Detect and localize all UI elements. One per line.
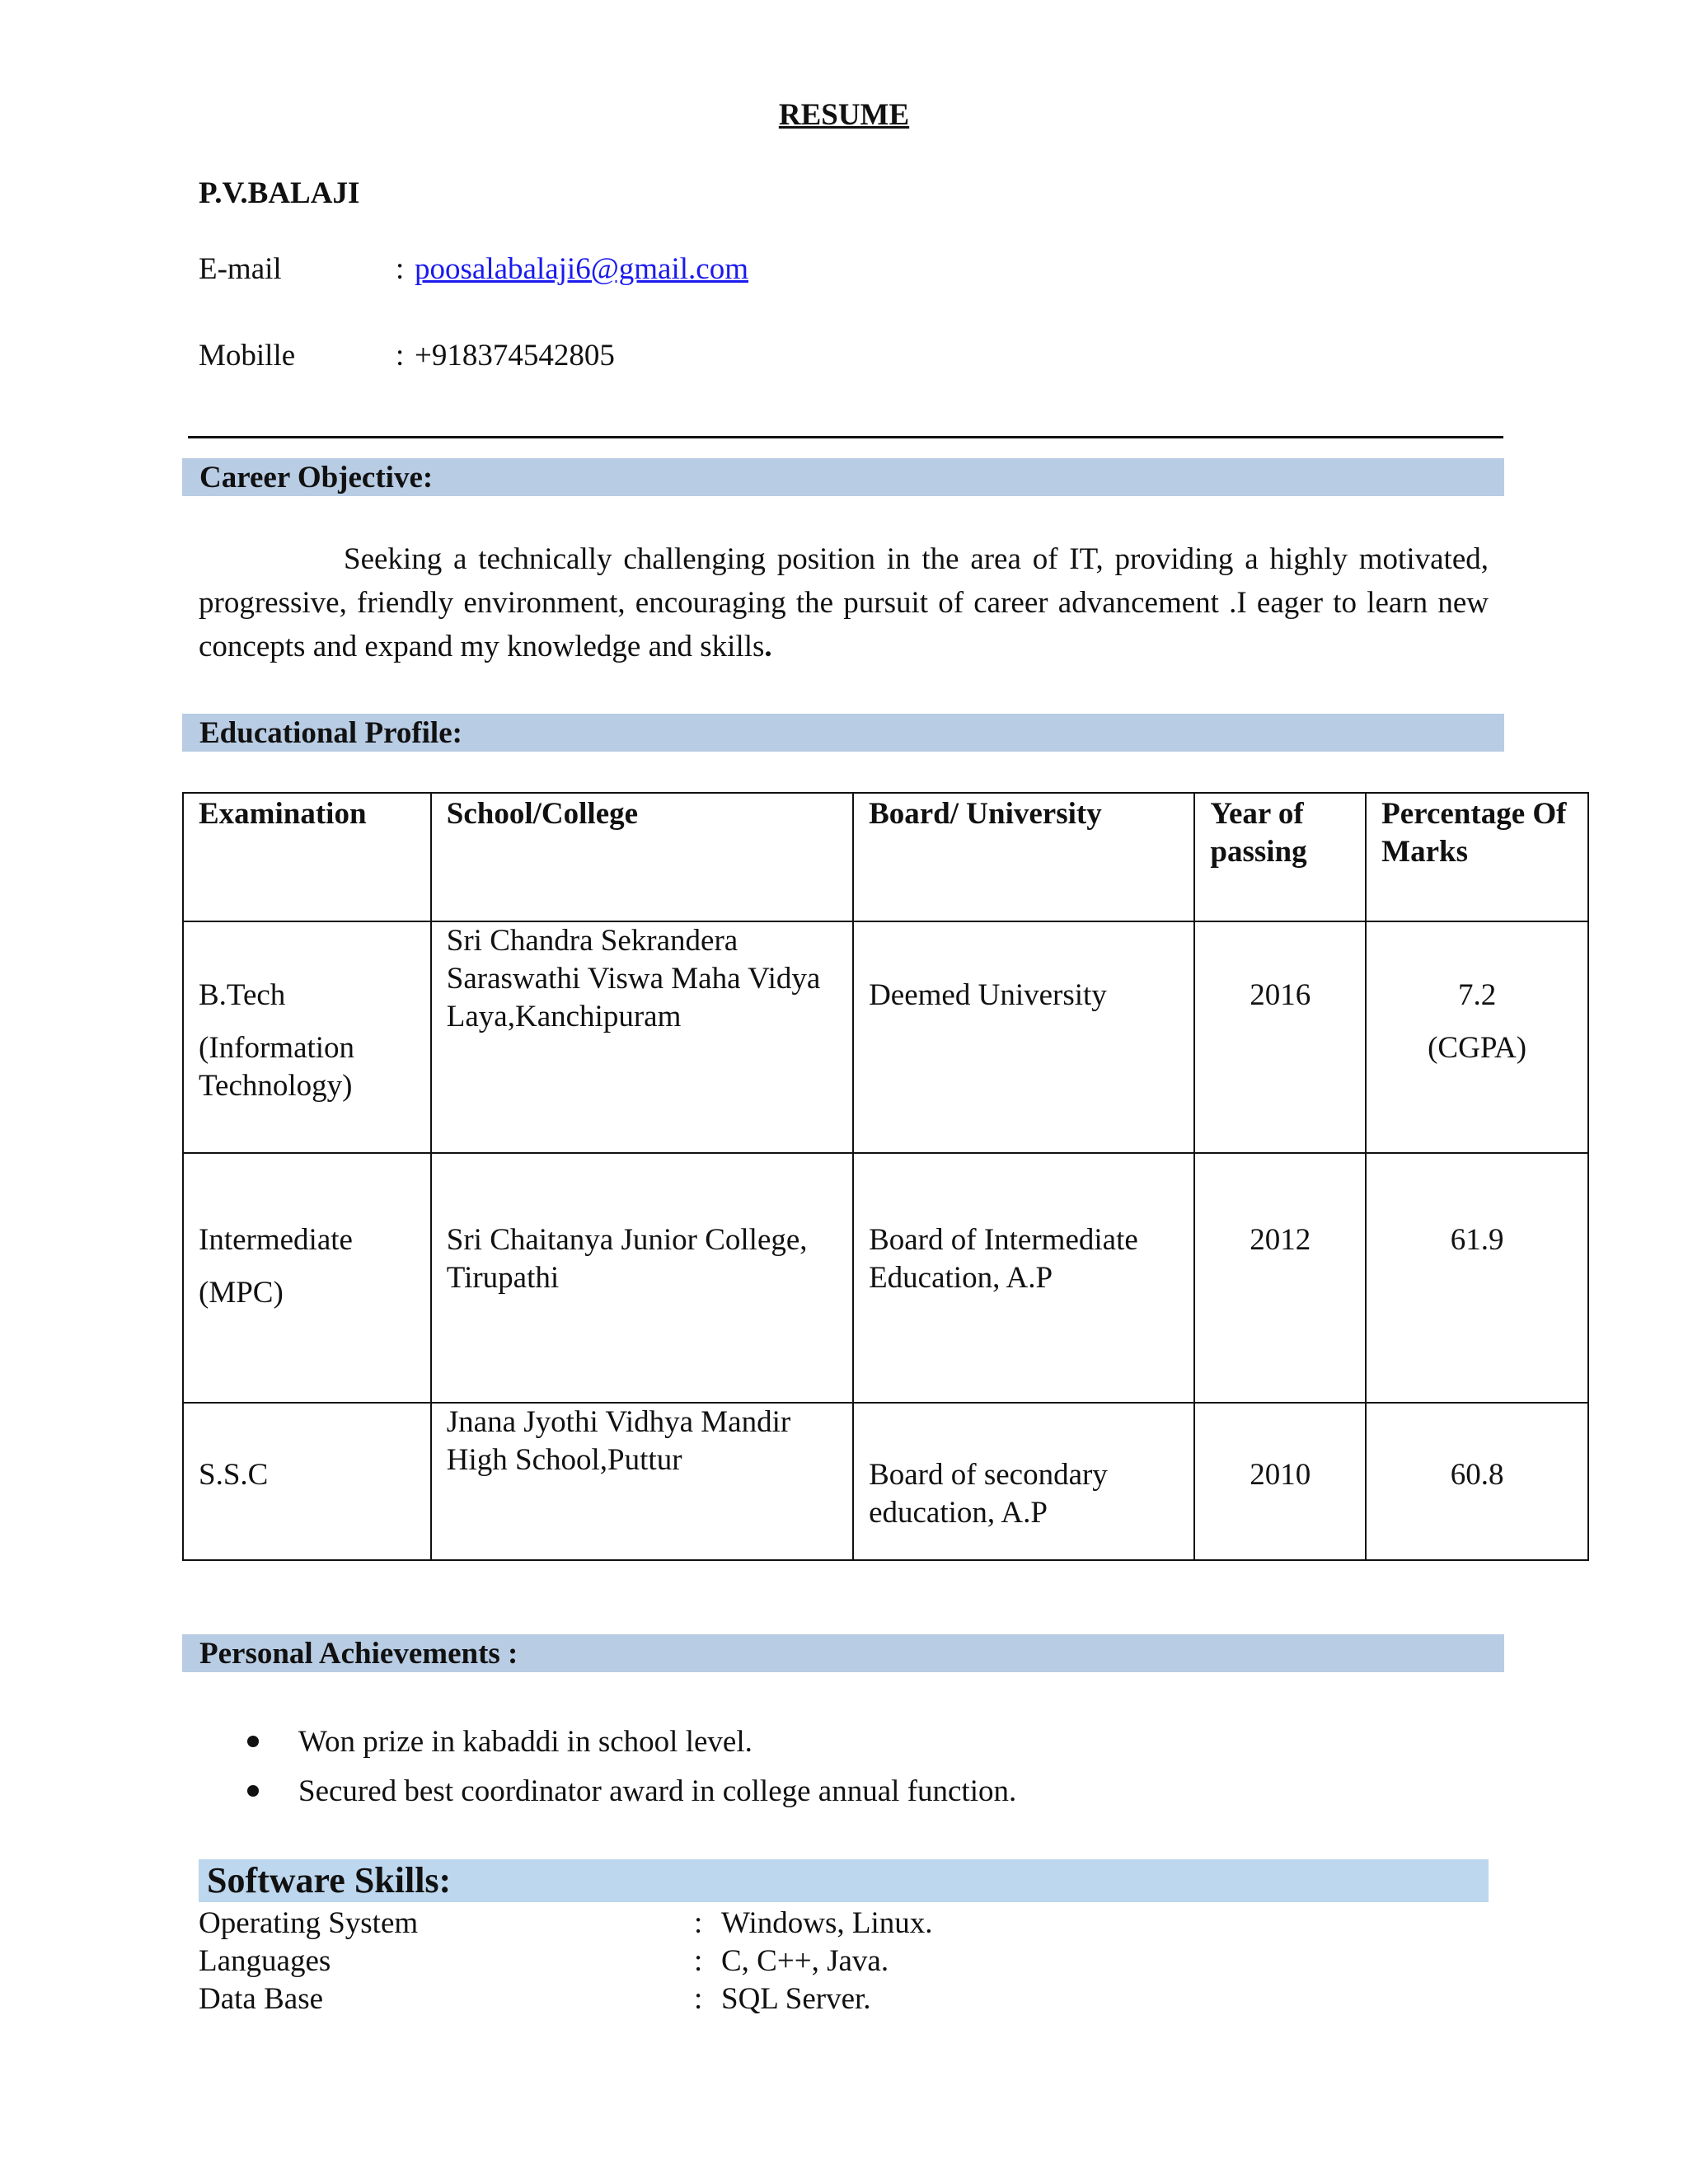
resume-title: RESUME (778, 98, 910, 132)
board-name: Deemed University (869, 978, 1107, 1012)
board-cell (853, 1153, 1194, 1403)
exam-detail: (Information Technology) (199, 1031, 355, 1103)
exam-name: B.Tech (199, 978, 286, 1012)
marks-value: 60.8 (1450, 1458, 1504, 1492)
school-name: Jnana Jyothi Vidhya Mandir High School,Puttur (446, 1405, 791, 1477)
candidate-name: P.V.BALAJI (199, 176, 360, 210)
table-row (183, 1153, 1588, 1403)
school-name: Sri Chaitanya Junior College, Tirupathi (446, 1223, 808, 1295)
list-item (247, 1774, 1016, 1823)
exam-cell (183, 921, 431, 1153)
school-cell (431, 921, 853, 1153)
software-skills-heading: Software Skills: (207, 1860, 452, 1900)
board-cell (853, 1403, 1194, 1560)
achievement-text: Secured best coordinator award in college annual function. (298, 1774, 1017, 1808)
software-skills-heading-bar (199, 1859, 1489, 1902)
board-name: Board of secondary education, A.P (869, 1458, 1108, 1530)
table-row (183, 921, 1588, 1153)
exam-cell (183, 1403, 431, 1560)
skill-label-database: Data Base (199, 1982, 324, 2016)
skill-value-os: Windows, Linux. (721, 1906, 933, 1940)
bullet-icon (247, 1785, 259, 1797)
list-item (247, 1724, 1016, 1774)
header-percentage: Percentage Of Marks (1366, 793, 1588, 921)
career-objective-text (199, 537, 1489, 668)
email-label: E-mail (199, 252, 282, 286)
year-value: 2012 (1250, 1223, 1311, 1257)
header-divider (188, 436, 1503, 438)
marks-value: 7.2 (1457, 978, 1497, 1012)
board-name: Board of Intermediate Education, A.P (869, 1223, 1138, 1295)
year-value: 2016 (1250, 978, 1311, 1012)
year-cell (1194, 1153, 1366, 1403)
marks-value: 61.9 (1450, 1223, 1504, 1257)
skill-colon: : (694, 1982, 703, 2016)
personal-achievements-heading: Personal Achievements : (199, 1637, 518, 1671)
skill-value-database: SQL Server. (721, 1982, 871, 2016)
education-header-row (183, 793, 1588, 921)
header-school: School/College (431, 793, 853, 921)
exam-name: S.S.C (199, 1458, 269, 1492)
career-objective-heading: Career Objective: (199, 461, 434, 494)
skill-value-languages: C, C++, Java. (721, 1944, 889, 1978)
exam-cell (183, 1153, 431, 1403)
educational-profile-heading-bar (182, 714, 1504, 752)
year-value: 2010 (1250, 1458, 1311, 1492)
year-cell (1194, 1403, 1366, 1560)
mobile-colon: : (396, 339, 405, 373)
exam-name: Intermediate (199, 1223, 353, 1257)
school-name: Sri Chandra Sekrandera Saraswathi Viswa Maha Vidya Laya,Kanchipuram (446, 924, 821, 1033)
header-board: Board/ University (853, 793, 1194, 921)
mobile-value: +918374542805 (415, 339, 615, 373)
email-link[interactable]: poosalabalaji6@gmail.com (415, 252, 748, 286)
skill-label-languages: Languages (199, 1944, 331, 1978)
email-value (415, 251, 748, 287)
educational-profile-heading: Educational Profile: (199, 716, 462, 750)
achievements-list (247, 1724, 1016, 1823)
mobile-label: Mobille (199, 339, 296, 373)
personal-achievements-heading-bar (182, 1634, 1504, 1672)
marks-unit: (CGPA) (1428, 1031, 1527, 1065)
education-table (182, 792, 1589, 1561)
skill-colon: : (694, 1906, 703, 1940)
table-row (183, 1403, 1588, 1560)
board-cell (853, 921, 1194, 1153)
objective-body: Seeking a technically challenging position in the area of IT, providing a highly motivated, progressive, friendly environment, encouraging the pursuit of career advancement .I eager to learn new concepts and expand my knowledge and skills (199, 542, 1489, 663)
marks-cell (1366, 1403, 1588, 1560)
skill-label-os: Operating System (199, 1906, 419, 1940)
header-year: Year of passing (1194, 793, 1366, 921)
year-cell (1194, 921, 1366, 1153)
career-objective-heading-bar (182, 458, 1504, 496)
email-colon: : (396, 252, 405, 286)
exam-detail: (MPC) (199, 1276, 284, 1310)
school-cell (431, 1403, 853, 1560)
objective-end-mark: . (764, 630, 772, 663)
header-examination: Examination (183, 793, 431, 921)
marks-cell (1366, 1153, 1588, 1403)
skill-colon: : (694, 1944, 703, 1978)
achievement-text: Won prize in kabaddi in school level. (298, 1725, 753, 1759)
school-cell (431, 1153, 853, 1403)
marks-cell (1366, 921, 1588, 1153)
bullet-icon (247, 1736, 259, 1747)
